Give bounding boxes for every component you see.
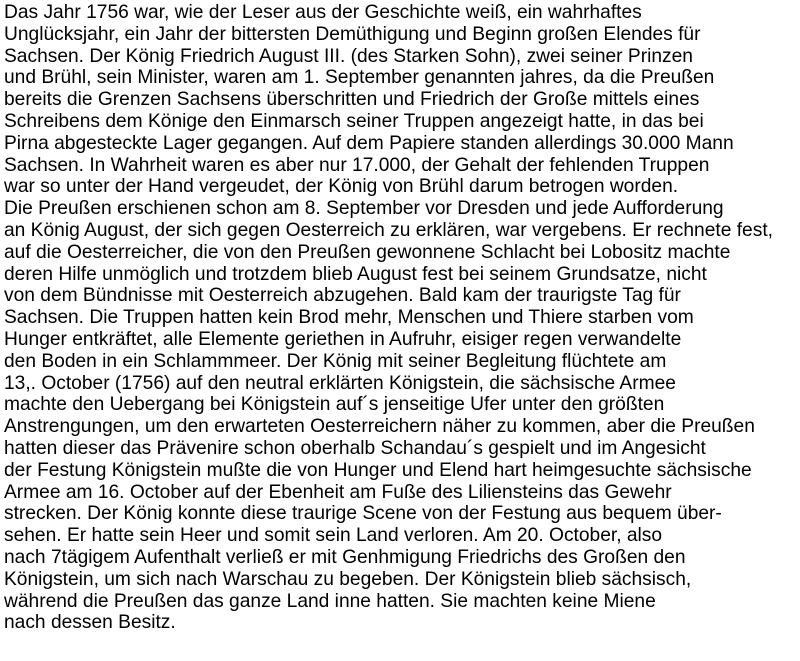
text-line: Pirna abgesteckte Lager gegangen. Auf dem Papiere standen allerdings 30.000 Mann	[4, 132, 734, 154]
text-line: auf die Oesterreicher, die von den Preußen gewonnene Schlacht bei Lobositz machte	[4, 241, 731, 263]
text-line: den Boden in ein Schlammmeer. Der König mit seiner Begleitung flüchtete am	[4, 350, 667, 372]
text-line: Hunger entkräftet, alle Elemente geriethen in Aufruhr, eisiger regen verwandelte	[4, 328, 682, 350]
text-line: Schreibens dem Könige den Einmarsch seiner Truppen angezeigt hatte, in das bei	[4, 110, 704, 132]
text-line: machte den Uebergang bei Königstein auf´s jenseitige Ufer unter den größten	[4, 394, 665, 416]
text-line: Königstein, um sich nach Warschau zu begeben. Der Königstein blieb sächsisch,	[4, 568, 692, 590]
text-line: von dem Bündnisse mit Oesterreich abzugehen. Bald kam der traurigste Tag für	[4, 285, 681, 307]
text-line: Sachsen. Der König Friedrich August III. (des Starken Sohn), zwei seiner Prinzen	[4, 45, 693, 67]
text-line: hatten dieser das Prävenire schon oberhalb Schandau´s gespielt und im Angesicht	[4, 437, 706, 459]
body-text	[4, 2, 800, 634]
text-line: Anstrengungen, um den erwarteten Oesterreichern näher zu kommen, aber die Preußen	[4, 416, 755, 438]
text-line: sehen. Er hatte sein Heer und somit sein Land verloren. Am 20. October, also	[4, 525, 663, 547]
text-line: während die Preußen das ganze Land inne hatten. Sie machten keine Miene	[4, 590, 656, 612]
text-line: Unglücksjahr, ein Jahr der bittersten Demüthigung und Beginn großen Elendes für	[4, 23, 701, 45]
text-line: bereits die Grenzen Sachsens überschritten und Friedrich der Große mittels eines	[4, 89, 700, 111]
text-line: war so unter der Hand vergeudet, der König von Brühl darum betrogen worden.	[4, 176, 679, 198]
text-line: Armee am 16. October auf der Ebenheit am Fuße des Liliensteins das Gewehr	[4, 481, 672, 503]
text-line: strecken. Der König konnte diese traurige Scene von der Festung aus bequem über-	[4, 503, 722, 525]
text-line: der Festung Königstein mußte die von Hunger und Elend hart heimgesuchte sächsische	[4, 459, 752, 481]
text-line: Sachsen. Die Truppen hatten kein Brod mehr, Menschen und Thiere starben vom	[4, 307, 694, 329]
text-line: Sachsen. In Wahrheit waren es aber nur 17.000, der Gehalt der fehlenden Truppen	[4, 154, 710, 176]
text-line: deren Hilfe unmöglich und trotzdem blieb August fest bei seinem Grundsatze, nicht	[4, 263, 707, 285]
text-line: Das Jahr 1756 war, wie der Leser aus der Geschichte weiß, ein wahrhaftes	[4, 2, 642, 23]
text-line: 13,. October (1756) auf den neutral erklärten Königstein, die sächsische Armee	[4, 372, 676, 394]
text-line: nach dessen Besitz.	[4, 612, 176, 634]
text-line: Die Preußen erschienen schon am 8. September vor Dresden und jede Aufforderung	[4, 198, 724, 220]
text-line: und Brühl, sein Minister, waren am 1. September genannten jahres, da die Preußen	[4, 67, 715, 89]
text-line: nach 7tägigem Aufenthalt verließ er mit Genhmigung Friedrichs des Großen den	[4, 546, 686, 568]
text-line: an König August, der sich gegen Oesterreich zu erklären, war vergebens. Er rechnete fest,	[4, 219, 773, 241]
